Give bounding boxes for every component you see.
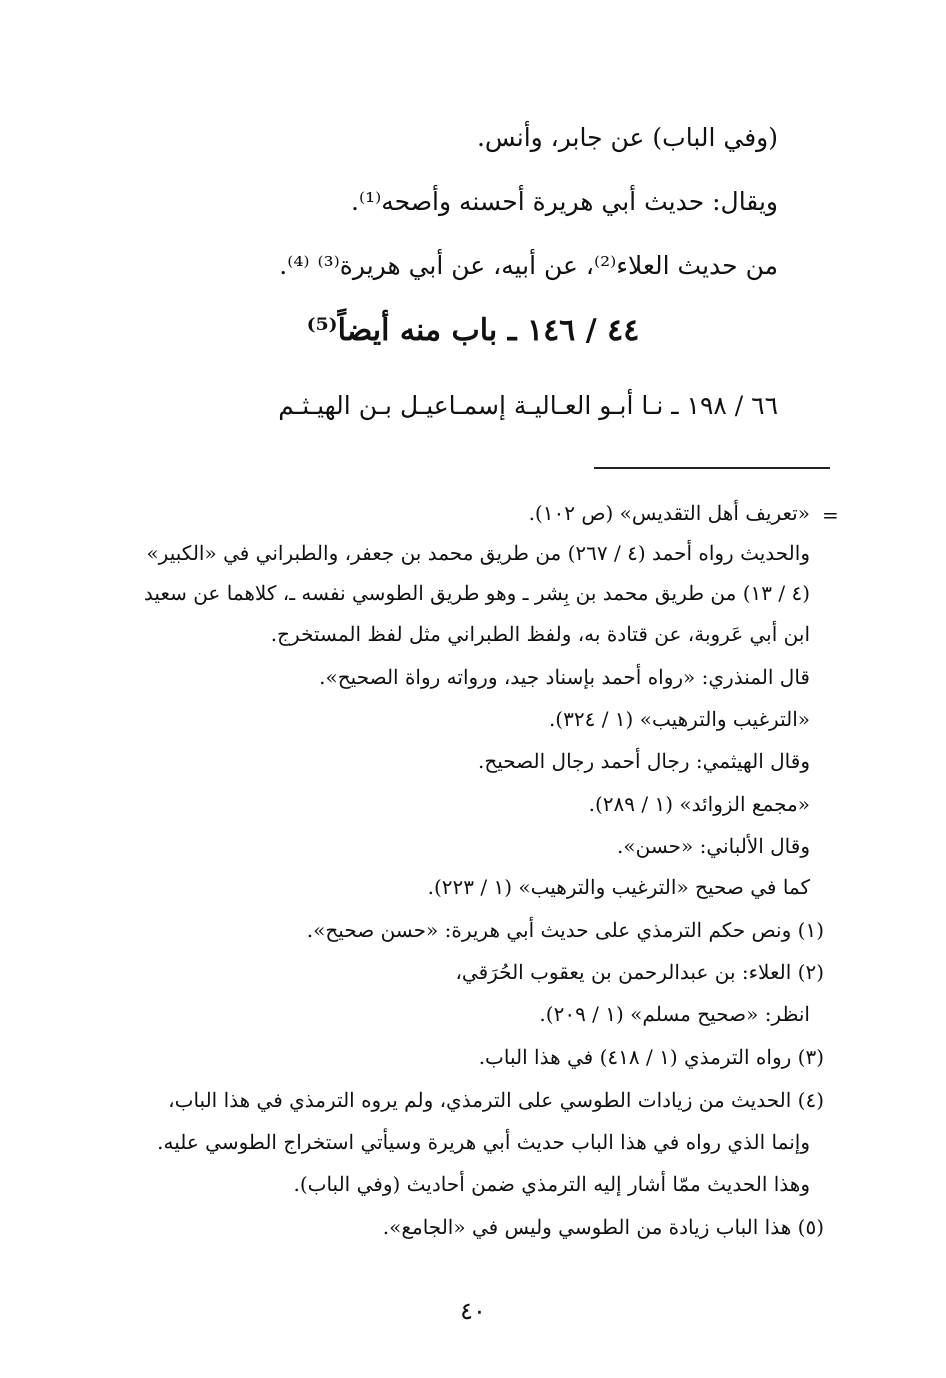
- footnote-line: وقال الهيثمي: رجال أحمد رجال الصحيح.: [477, 749, 810, 773]
- footnote-line: (٥) هذا الباب زيادة من الطوسي وليس في «الجامع».: [382, 1215, 824, 1239]
- chapter-heading: ٤٤ / ١٤٦ ـ باب منه أيضاً⁽⁵⁾: [306, 313, 640, 348]
- footnote-separator: [594, 467, 830, 469]
- page-number: ٤٠: [460, 1297, 486, 1325]
- footnote-line: وإنما الذي رواه في هذا الباب حديث أبي هريرة وسيأتي استخراج الطوسي عليه.: [157, 1130, 810, 1154]
- footnote-line: «الترغيب والترهيب» (١ / ٣٢٤).: [548, 707, 810, 731]
- body-line-1: (وفي الباب) عن جابر، وأنس.: [476, 123, 778, 152]
- body-line-3: من حديث العلاء⁽²⁾، عن أبيه، عن أبي هريرة⁽³⁾ ⁽⁴⁾.: [279, 251, 778, 280]
- footnote-line: ابن أبي عَروبة، عن قتادة به، ولفظ الطبراني مثل لفظ المستخرج.: [270, 622, 810, 646]
- footnote-line: قال المنذري: «رواه أحمد بإسناد جيد، ورواته رواة الصحيح».: [319, 665, 810, 689]
- footnote-line: «تعريف أهل التقديس» (ص ١٠٢).: [528, 501, 810, 525]
- footnote-line: (٤ / ١٣) من طريق محمد بن بِشر ـ وهو طريق الطوسي نفسه ـ، كلاهما عن سعيد: [143, 581, 810, 605]
- footnote-line: وقال الألباني: «حسن».: [617, 834, 810, 858]
- footnote-line: كما في صحيح «الترغيب والترهيب» (١ / ٢٢٣).: [427, 875, 810, 899]
- footnote-line: وهذا الحديث ممّا أشار إليه الترمذي ضمن أحاديث (وفي الباب).: [293, 1172, 810, 1196]
- sanad-line: ٦٦ / ١٩٨ ـ نـا أبـو العـاليـة إسمـاعيـل بـن الهيـثـم: [278, 391, 778, 420]
- footnote-line: (٣) رواه الترمذي (١ / ٤١٨) في هذا الباب.: [478, 1045, 824, 1069]
- footnote-line: والحديث رواه أحمد (٤ / ٢٦٧) من طريق محمد بن جعفر، والطبراني في «الكبير»: [146, 541, 810, 565]
- footnote-line: (٢) العلاء: بن عبدالرحمن بن يعقوب الحُرَقي،: [455, 960, 824, 984]
- footnote-line: (٤) الحديث من زيادات الطوسي على الترمذي، ولم يروه الترمذي في هذا الباب،: [168, 1088, 824, 1112]
- footnote-line: انظر: «صحيح مسلم» (١ / ٢٠٩).: [539, 1002, 810, 1026]
- footnote-line: (١) ونص حكم الترمذي على حديث أبي هريرة: «حسن صحيح».: [306, 918, 824, 942]
- continuation-mark: =: [822, 503, 839, 527]
- body-line-2: ويقال: حديث أبي هريرة أحسنه وأصحه⁽¹⁾.: [351, 187, 778, 216]
- footnote-line: «مجمع الزوائد» (١ / ٢٨٩).: [588, 792, 810, 816]
